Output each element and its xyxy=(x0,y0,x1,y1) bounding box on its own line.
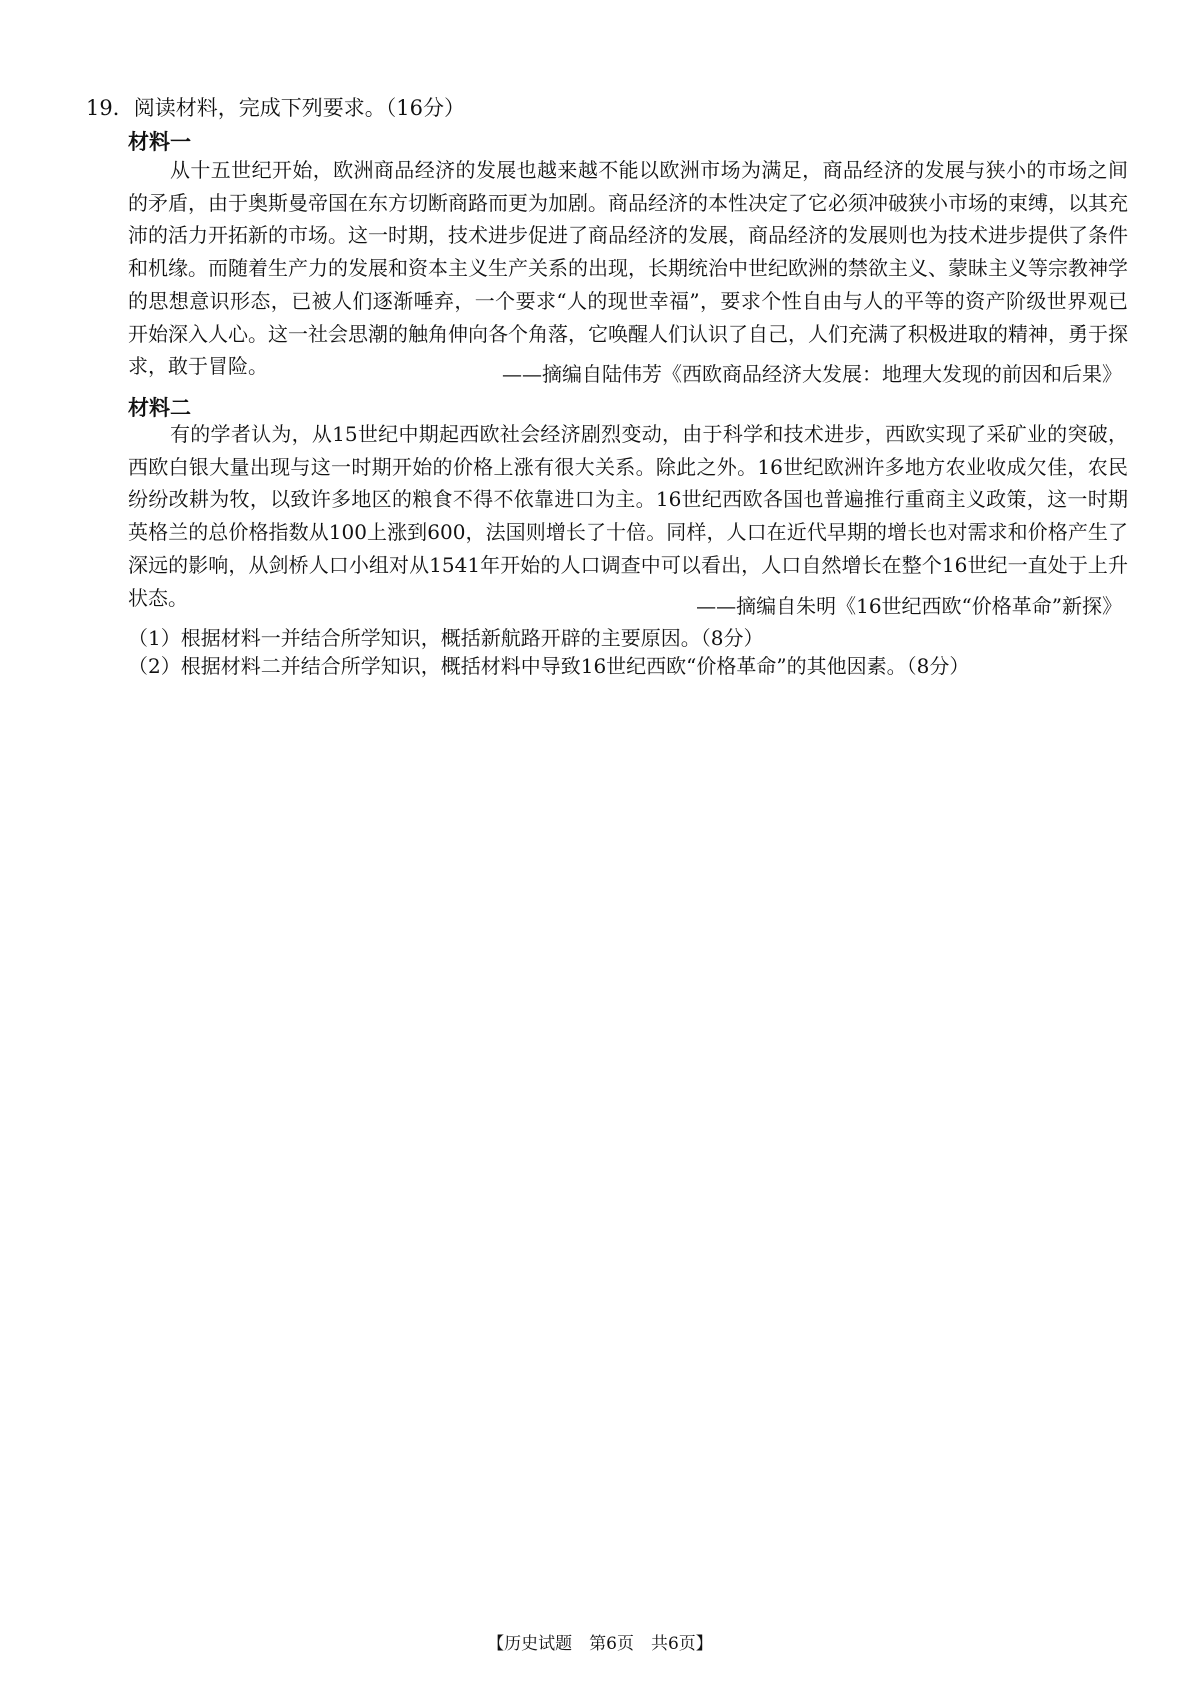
material-one-heading: 材料一 xyxy=(128,130,191,154)
page-footer: 【历史试题 第6页 共6页】 xyxy=(487,1634,713,1654)
sub-question-2: （2）根据材料二并结合所学知识，概括材料中导致16世纪西欧“价格革命”的其他因素。（8分） xyxy=(128,654,970,678)
material-one-source: ——摘编自陆伟芳《西欧商品经济大发展：地理大发现的前因和后果》 xyxy=(502,362,1122,386)
sub-question-1: （1）根据材料一并结合所学知识，概括新航路开辟的主要原因。（8分） xyxy=(128,626,764,650)
question-stem: 19．阅读材料，完成下列要求。（16分） xyxy=(86,96,465,120)
material-one-paragraph: 从十五世纪开始，欧洲商品经济的发展也越来越不能以欧洲市场为满足，商品经济的发展与狭小的市场之间的矛盾，由于奥斯曼帝国在东方切断商路而更为加剧。商品经济的本性决定了它必须冲破狭小市场的束缚，以其充沛的活力开拓新的市场。这一时期，技术进步促进了商品经济的发展，商品经济的发展则也为技术进步提供了条件和机缘。而随着生产力的发展和资本主义生产关系的出现，长期统治中世纪欧洲的禁欲主义、蒙昧主义等宗教神学的思想意识形态，已被人们逐渐唾弃，一个要求“人的现世幸福”，要求个性自由与人的平等的资产阶级世界观已开始深入人心。这一社会思潮的触角伸向各个角落，它唤醒人们认识了自己，人们充满了积极进取的精神，勇于探求，敢于冒险。 xyxy=(128,158,1128,379)
material-two-source: ——摘编自朱明《16世纪西欧“价格革命”新探》 xyxy=(696,594,1122,618)
material-two-paragraph: 有的学者认为，从15世纪中期起西欧社会经济剧烈变动，由于科学和技术进步，西欧实现了采矿业的突破，西欧白银大量出现与这一时期开始的价格上涨有很大关系。除此之外。16世纪欧洲许多地方农业收成欠佳，农民纷纷改耕为牧，以致许多地区的粮食不得不依靠进口为主。16世纪西欧各国也普遍推行重商主义政策，这一时期英格兰的总价格指数从100上涨到600，法国则增长了十倍。同样，人口在近代早期的增长也对需求和价格产生了深远的影响，从剑桥人口小组对从1541年开始的人口调查中可以看出，人口自然增长在整个16世纪一直处于上升状态。 xyxy=(128,422,1128,610)
material-two-heading: 材料二 xyxy=(128,396,191,420)
